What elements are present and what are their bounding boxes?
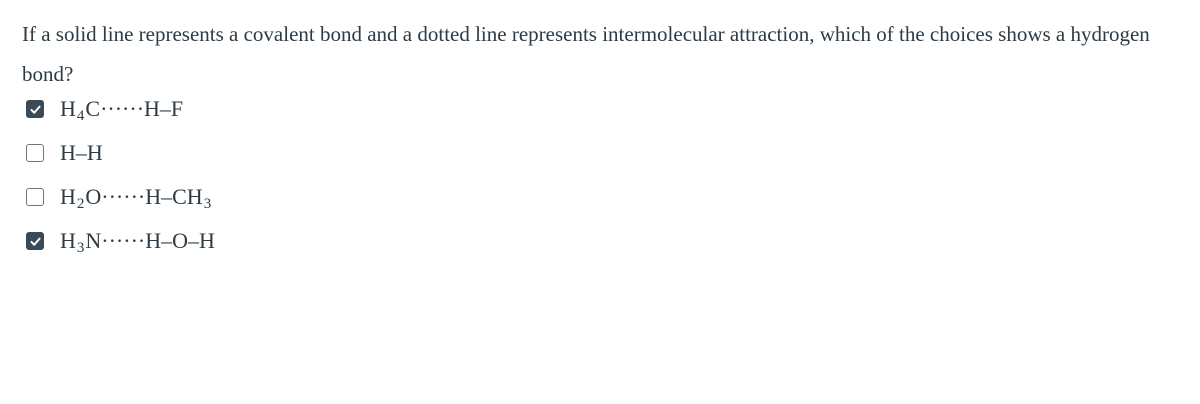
formula-text: O······H–CH <box>85 184 203 209</box>
formula-text: H–H <box>60 140 103 165</box>
checkbox-choice-4[interactable] <box>26 232 44 250</box>
choice-1-label: H $_4$ C······H–F <box>60 96 184 124</box>
choice-2-label <box>60 140 103 166</box>
formula-text: C······H–F <box>85 96 184 121</box>
choice-3-label: H $_2$ O······H–CH $_3$ <box>60 184 212 212</box>
choice-4[interactable] <box>26 219 215 263</box>
checkbox-choice-1[interactable] <box>26 100 44 118</box>
formula-text: H <box>60 228 76 253</box>
choice-4-label: H $_3$ N······H–O–H <box>60 228 215 256</box>
checkmark-icon <box>29 103 42 116</box>
choice-1[interactable] <box>26 87 215 131</box>
formula-text: H <box>60 96 76 121</box>
formula-text: N······H–O–H <box>85 228 215 253</box>
question-text: If a solid line represents a covalent bond and a dotted line represents intermolecular attraction, which of the choices shows a hydrogen bond? <box>22 22 1150 86</box>
answer-choices <box>26 87 215 263</box>
checkbox-choice-2[interactable] <box>26 144 44 162</box>
formula-text: H <box>60 184 76 209</box>
checkmark-icon <box>29 235 42 248</box>
checkbox-choice-3[interactable] <box>26 188 44 206</box>
choice-2[interactable] <box>26 131 215 175</box>
choice-3[interactable] <box>26 175 215 219</box>
